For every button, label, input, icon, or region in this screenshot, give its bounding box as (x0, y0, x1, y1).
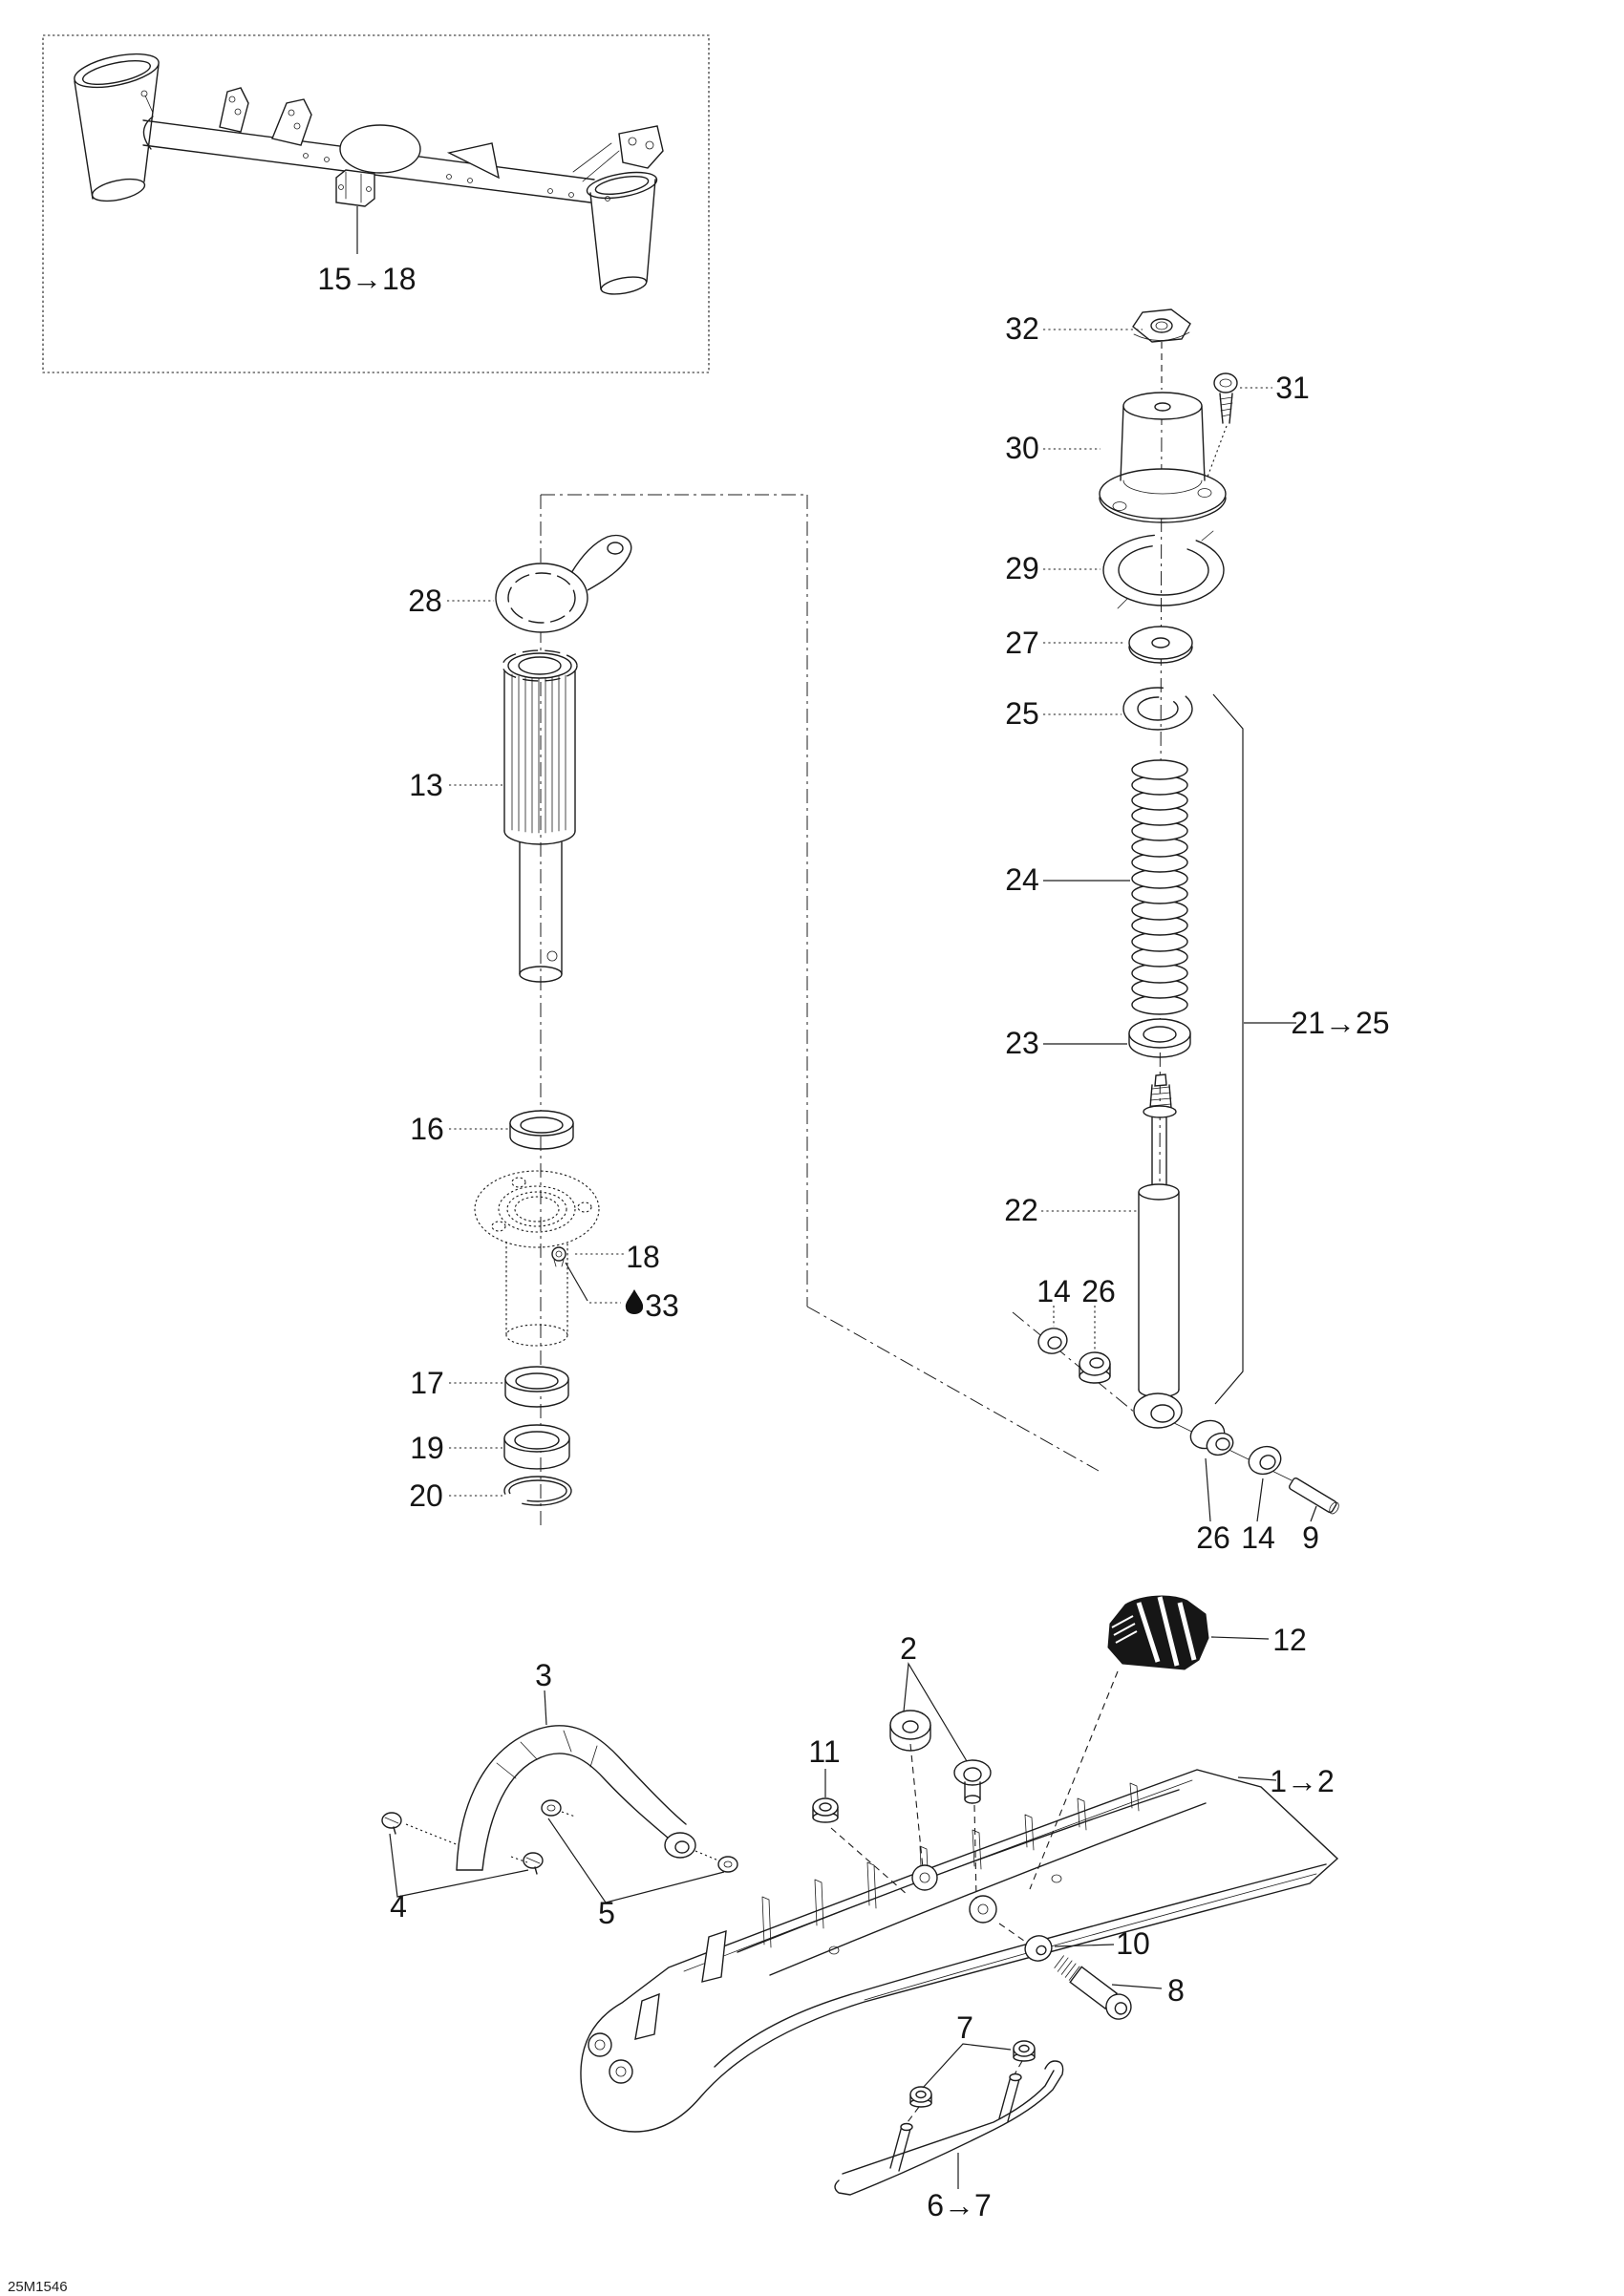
part-1-ski-body (581, 1770, 1337, 2132)
part-25-spring-clip (1123, 688, 1192, 730)
callout-7: 7 (956, 2010, 973, 2045)
part-22-shock-absorber (1134, 1074, 1182, 1428)
part-18-grease-fitting (552, 1247, 566, 1266)
callout-3: 3 (535, 1658, 552, 1692)
callout-25: 25 (1005, 696, 1039, 731)
callout-1-2: 1→2 (1270, 1764, 1335, 1798)
callout-8: 8 (1167, 1973, 1185, 2008)
callout-23: 23 (1005, 1026, 1039, 1060)
callout-29: 29 (1005, 551, 1039, 585)
ski-assembly (382, 1596, 1337, 2195)
callout-13: 13 (409, 768, 443, 802)
callout-12: 12 (1272, 1623, 1307, 1657)
callout-6-7: 6→7 (927, 2188, 992, 2222)
callout-33: 33 (645, 1288, 679, 1323)
inset-clamp (336, 170, 374, 206)
part-19-bushing-ring (504, 1425, 569, 1469)
callout-14-lower: 14 (1241, 1520, 1275, 1555)
callout-15-18: 15→18 (317, 262, 417, 296)
ghost-spindle-housing (475, 1171, 599, 1346)
part-5-screws (542, 1800, 737, 1872)
part-23-spring-washer (1129, 1019, 1190, 1057)
part-26-bushing-lower (1186, 1416, 1236, 1458)
inset-front-axle (43, 35, 709, 372)
part-13-splined-spindle (502, 650, 577, 982)
steering-spindle-column (475, 536, 631, 1505)
part-20-circlip (504, 1477, 571, 1505)
shock-spring-column (1036, 309, 1340, 1516)
callout-26-upper: 26 (1081, 1274, 1116, 1308)
callout-27: 27 (1005, 626, 1039, 660)
inset-border (43, 35, 709, 372)
drawing-code: 25M1546 (8, 2279, 68, 2295)
part-9-pin (1289, 1478, 1341, 1516)
part-29-retainer-ring (1103, 531, 1224, 608)
callout-31: 31 (1275, 371, 1310, 405)
part-3-ski-handle (457, 1726, 695, 1870)
callout-11: 11 (808, 1734, 841, 1769)
part-26-nut-upper (1079, 1352, 1110, 1383)
callout-19: 19 (410, 1431, 444, 1465)
callout-2: 2 (900, 1631, 917, 1666)
callout-17: 17 (410, 1366, 444, 1400)
callout-24: 24 (1005, 862, 1039, 897)
callout-22: 22 (1004, 1193, 1038, 1227)
callout-32: 32 (1005, 311, 1039, 346)
callout-30: 30 (1005, 431, 1039, 465)
part-30-spring-cup (1100, 393, 1226, 522)
part-6-runner (835, 2061, 1063, 2195)
callout-16: 16 (410, 1112, 444, 1146)
callout-26-lower: 26 (1196, 1520, 1230, 1555)
oil-drop-icon (626, 1289, 643, 1314)
part-27-cap-disc (1129, 627, 1192, 663)
part-31-screw (1204, 373, 1237, 487)
part-32-nut (1133, 309, 1190, 342)
callout-9: 9 (1302, 1520, 1319, 1555)
part-16-bushing-ring (510, 1111, 573, 1149)
part-14-washer-upper (1036, 1326, 1070, 1357)
part-28-lock-plate (496, 536, 631, 632)
callout-4: 4 (390, 1889, 407, 1924)
callout-10: 10 (1116, 1926, 1150, 1961)
callout-18: 18 (626, 1240, 660, 1274)
callout-14-upper: 14 (1036, 1274, 1071, 1308)
callout-28: 28 (408, 584, 442, 618)
part-14-washer-lower (1245, 1442, 1285, 1478)
bracket-21-25 (1213, 694, 1243, 1404)
callout-5: 5 (598, 1896, 615, 1930)
callout-21-25: 21→25 (1291, 1006, 1390, 1040)
part-17-bushing-ring (505, 1367, 568, 1407)
part-11-nut (813, 1798, 908, 1895)
part-8-bolt (1052, 1952, 1136, 2025)
callout-20: 20 (409, 1478, 443, 1513)
part-24-coil-spring (1132, 760, 1187, 1014)
